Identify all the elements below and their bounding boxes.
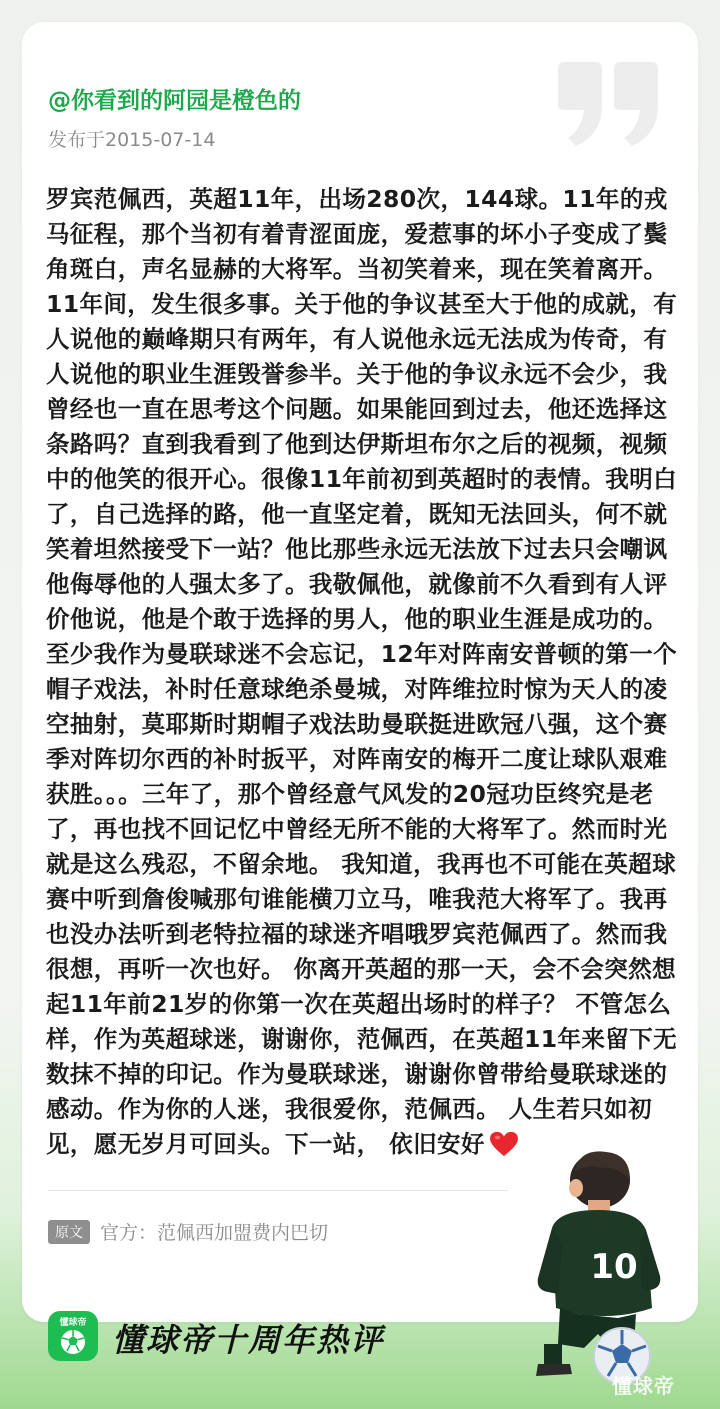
mascot-number: 10 [590, 1247, 638, 1287]
app-logo [48, 1311, 98, 1361]
mascot-illustration [518, 1148, 678, 1388]
comment-text: 罗宾范佩西，英超11年，出场280次，144球。11年的戎马征程，那个当初有着青涩面庞，爱惹事的坏小子变成了鬓角斑白，声名显赫的大将军。当初笑着来，现在笑着离开。11年间，发生很多事。关于他的争议甚至大于他的成就，有人说他的巅峰期只有两年，有人说他永远无法成为传奇，有人说他的职业生涯毁誉参半。关于他的争议永远不会少，我曾经也一直在思考这个问题。如果能回到过去，他还选择这条路吗？直到我看到了他到达伊斯坦布尔之后的视频，视频中的他笑的很开心。很像11年前初到英超时的表情。我明白了，自己选择的路，他一直坚定着，既知无法回头，何不就笑着坦然接受下一站？他比那些永远无法放下过去只会嘲讽他侮辱他的人强太多了。我敬佩他，就像前不久看到有人评价他说，他是个敢于选择的男人，他的职业生涯是成功的。 至少我作为曼联球迷不会忘记，12年对阵南安普顿的第一个帽子戏法，补时任意球绝杀曼城，对阵维拉时惊为天人的凌空抽射，莫耶斯时期帽子戏法助曼联挺进欧冠八强，这个赛季对阵切尔西的补时扳平，对阵南安的梅开二度让球队艰难获胜。。。三年了，那个曾经意气风发的20冠功臣终究是老了，再也找不回记忆中曾经无所不能的大将军了。然而时光就是这么残忍，不留余地。 我知道，我再也不可能在英超球赛中听到詹俊喊那句谁能横刀立马，唯我范大将军了。我再也没办法听到老特拉福的球迷齐唱哦罗宾范佩西了。然而我很想，再听一次也好。 你离开英超的那一天，会不会突然想起11年前21岁的你第一次在英超出场时的样子？ 不管怎么样，作为英超球迷，谢谢你，范佩西，在英超11年来留下无数抹不掉的印记。作为曼联球迷，谢谢你曾带给曼联球迷的感动。作为你的人迷，我很爱你，范佩西。 人生若只如初见，愿无岁月可回头。下一站， 依旧安好 [46, 185, 678, 1158]
watermark: 懂球帝 [612, 1374, 675, 1398]
quote-icon [554, 60, 662, 148]
comment-card [22, 22, 698, 1322]
comment-body [46, 182, 678, 1162]
football-icon [48, 1311, 98, 1361]
footer-title: 懂球帝十周年热评 [112, 1321, 385, 1359]
source-tag: 原文 [48, 1220, 90, 1244]
divider [48, 1190, 508, 1191]
heart-icon [489, 1131, 519, 1157]
source-title[interactable]: 官方：范佩西加盟费内巴切 [100, 1222, 329, 1244]
logo-text: 懂球帝 [59, 1318, 87, 1328]
post-date: 发布于2015-07-14 [48, 129, 216, 151]
author-name[interactable]: @你看到的阿园是橙色的 [48, 88, 301, 114]
source-link[interactable] [48, 1218, 328, 1245]
